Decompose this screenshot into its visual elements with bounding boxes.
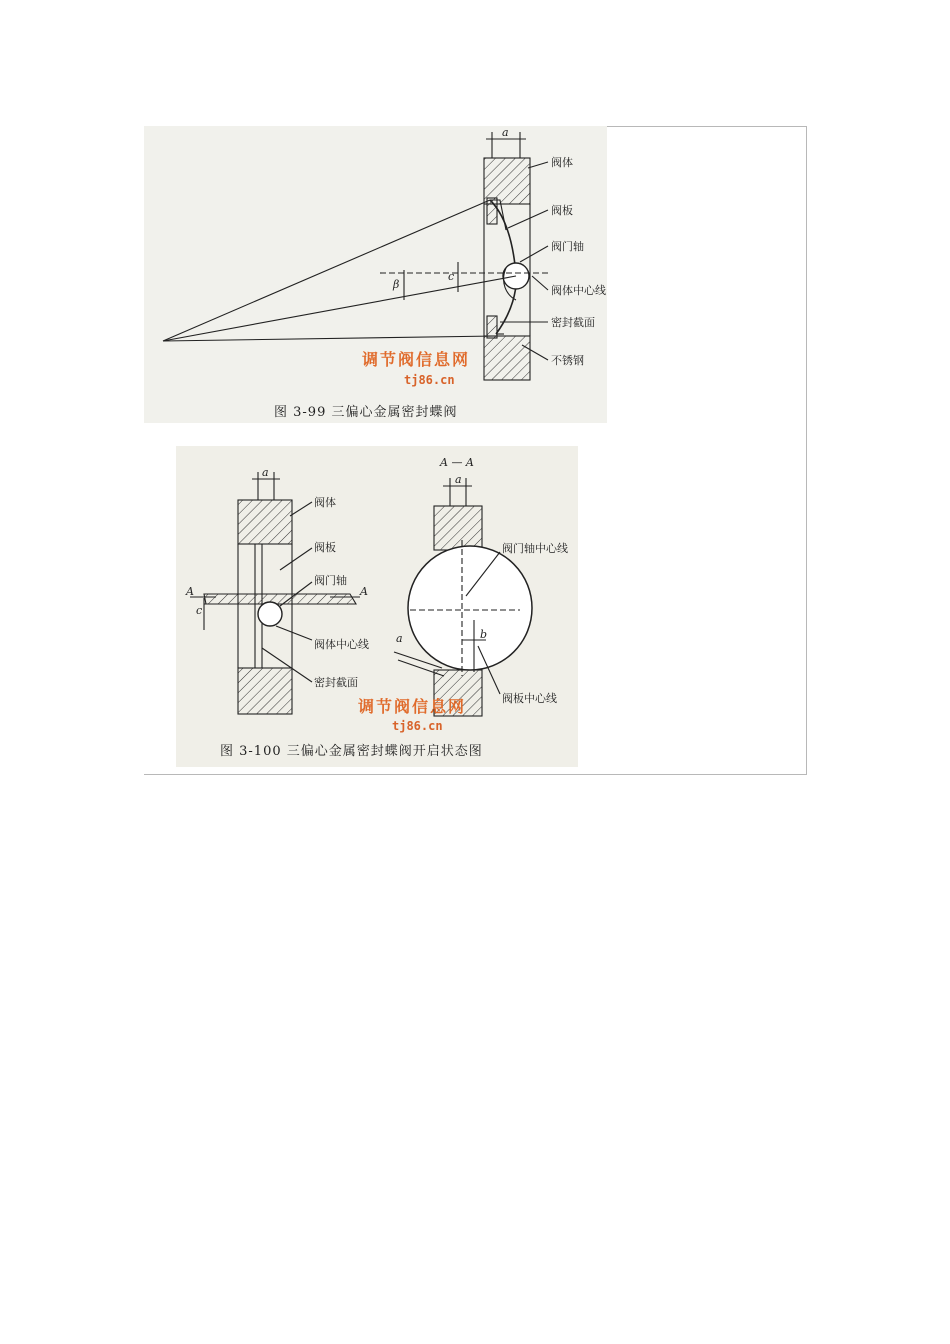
fig1-symbol-beta: β [393, 278, 400, 291]
fig2-label-body: 阀体 [314, 496, 336, 509]
fig2-label-seal-section: 密封截面 [314, 676, 358, 689]
fig1-label-disc: 阀板 [551, 204, 573, 217]
fig1-label-body: 阀体 [551, 156, 573, 169]
fig2-section-dim-a: a [455, 473, 462, 486]
fig1-label-body-centerline: 阀体中心线 [551, 284, 606, 297]
fig2-label-disc: 阀板 [314, 541, 336, 554]
fig1-caption: 图 3-99 三偏心金属密封蝶阀 [274, 405, 458, 420]
fig2-watermark-cn: 调节阀信息网 [358, 697, 467, 716]
fig1-watermark-url: tj86.cn [404, 373, 455, 387]
fig2-symbol-a2: a [396, 632, 403, 645]
fig2-dim-a: a [262, 466, 269, 479]
fig2-label-body-centerline: 阀体中心线 [314, 638, 369, 651]
fig2-section-title: A — A [440, 456, 474, 469]
fig1-label-seal-section: 密封截面 [551, 316, 595, 329]
fig2-label-shaft-centerline: 阀门轴中心线 [502, 542, 568, 555]
fig2-marker-A-right: A [360, 585, 368, 598]
fig1-dim-a: a [502, 126, 509, 139]
fig2-marker-A-left: A [186, 585, 194, 598]
fig2-symbol-c: c [196, 604, 203, 617]
fig1-watermark-cn: 调节阀信息网 [362, 350, 471, 369]
fig1-label-stainless: 不锈钢 [551, 354, 584, 367]
fig1-symbol-c: c [448, 270, 455, 283]
figure-3-100-section-view [394, 478, 532, 716]
figure-3-99-drawing [163, 132, 548, 380]
fig2-label-disc-centerline: 阀板中心线 [502, 692, 557, 705]
fig2-caption: 图 3-100 三偏心金属密封蝶阀开启状态图 [220, 744, 483, 759]
fig2-symbol-b: b [480, 628, 488, 641]
fig2-label-shaft: 阀门轴 [314, 574, 347, 587]
fig1-label-shaft: 阀门轴 [551, 240, 584, 253]
fig2-watermark-url: tj86.cn [392, 719, 443, 733]
